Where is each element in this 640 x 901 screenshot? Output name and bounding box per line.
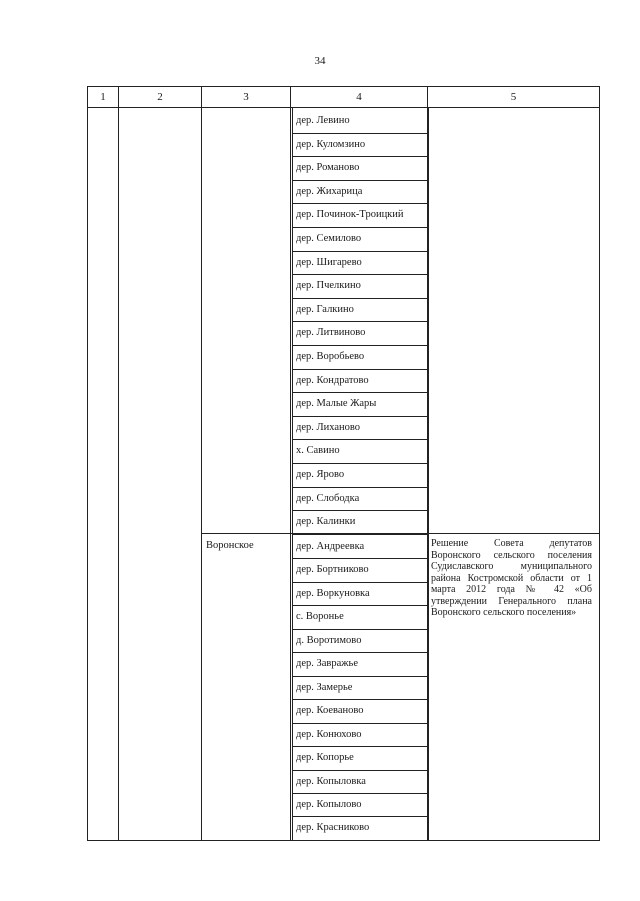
village-name: дер. Малые Жары: [296, 398, 377, 410]
village-name: дер. Конюхово: [296, 728, 362, 740]
header-col-5: 5: [510, 91, 517, 103]
village-name: дер. Литвиново: [296, 327, 366, 339]
village-name: дер. Жихарица: [296, 185, 363, 197]
village-name: дер. Починок-Троицкий: [296, 209, 404, 221]
header-col-4: 4: [356, 91, 362, 103]
village-name: дер. Андреевка: [296, 541, 365, 552]
page-number: 34: [314, 55, 326, 67]
village-name: дер. Ярово: [296, 469, 345, 480]
header-col-2: 2: [157, 91, 163, 103]
village-name: дер. Семилово: [296, 233, 362, 244]
village-name: дер. Куломзино: [296, 138, 366, 150]
village-name: д. Воротимово: [296, 634, 362, 646]
village-name: дер. Кондратово: [296, 374, 369, 386]
village-name: дер. Коеваново: [296, 705, 364, 717]
village-name: дер. Красниково: [296, 822, 370, 834]
village-name: дер. Левино: [296, 115, 350, 126]
village-name: дер. Копыловка: [296, 775, 366, 787]
village-name: х. Савино: [296, 445, 340, 457]
village-name: с. Воронье: [296, 611, 344, 623]
village-name: дер. Шигарево: [296, 256, 362, 268]
village-name: дер. Воробьево: [296, 351, 365, 362]
village-name: дер. Копорье: [296, 752, 354, 764]
village-name: дер. Калинки: [296, 516, 356, 528]
header-col-3: 3: [243, 91, 249, 103]
village-name: дер. Замерье: [296, 681, 353, 693]
village-name: дер. Пчелкино: [296, 280, 361, 292]
village-name: дер. Воркуновка: [296, 587, 370, 599]
settlement-name: Воронское: [206, 540, 254, 551]
village-name: дер. Лиханово: [296, 421, 361, 433]
village-name: дер. Копылово: [296, 798, 362, 810]
village-name: дер. Завражье: [296, 658, 358, 670]
decision-text: Решение Совета депутатов Воронского сельского поселения Судиславского муниципального района Костромской области от 1 марта 2012 года № 42 «Об утверждении Генерального плана Воронского сельского поселения»: [431, 538, 592, 618]
village-name: дер. Бортниково: [296, 564, 369, 576]
header-col-1: 1: [100, 91, 106, 103]
village-name: дер. Романово: [296, 162, 360, 174]
village-name: дер. Галкино: [296, 303, 354, 315]
village-name: дер. Слободка: [296, 492, 360, 504]
